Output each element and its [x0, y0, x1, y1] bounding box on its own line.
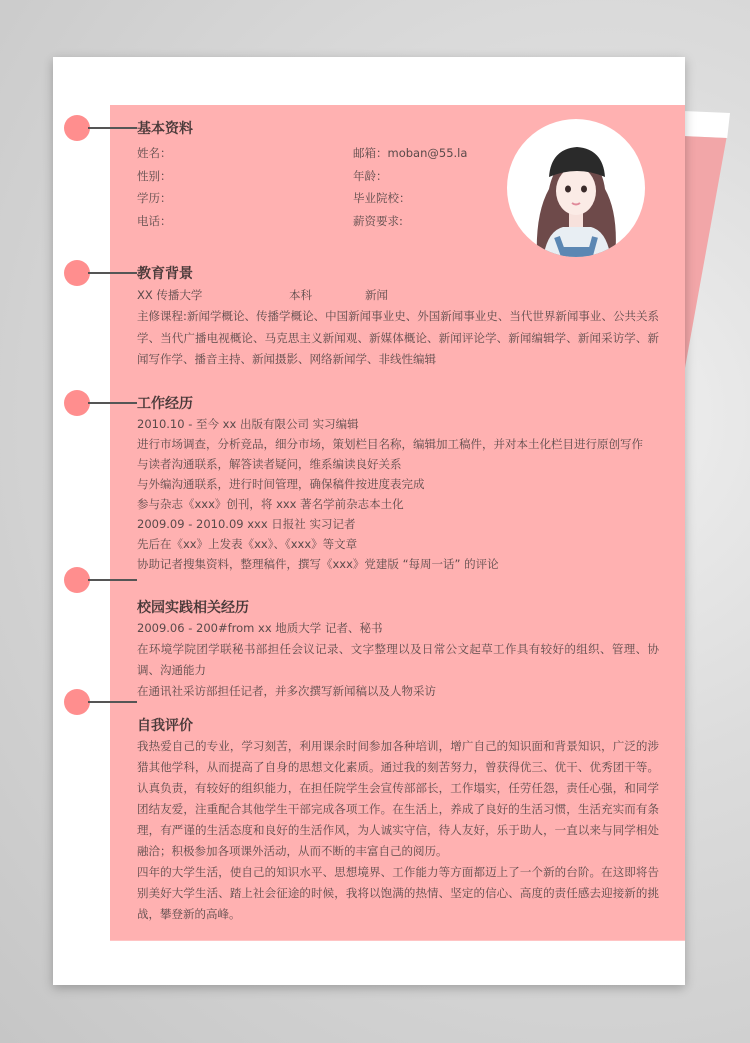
field-phone: 电话： [137, 213, 172, 228]
section-title: 教育背景 [137, 266, 193, 282]
work-line: 参与杂志《xxx》创刊，将 xxx 著名学前杂志本土化 [137, 497, 404, 511]
campus-desc: 在通讯社采访部担任记者，并多次撰写新闻稿以及人物采访 [137, 684, 436, 698]
section-work [137, 394, 643, 574]
section-campus [137, 598, 659, 702]
work-line: 2009.09 - 2010.09 xxx 日报社 实习记者 [137, 517, 356, 531]
campus-period: 2009.06 - 200#from xx 地质大学 记者、秘书 [137, 621, 383, 635]
work-line: 先后在《xx》上发表《xx》、《xxx》等文章 [137, 537, 358, 551]
work-line: 协助记者搜集资料，整理稿件，撰写《xxx》党建版 “每周一话” 的评论 [137, 557, 499, 571]
field-name: 姓名： [137, 146, 172, 160]
resume-sheet [53, 57, 685, 985]
edu-courses: 主修课程:新闻学概论、传播学概论、中国新闻事业史、外国新闻事业史、当代世界新闻事业、公共关系学、当代广播电视概论、马克思主义新闻观、新媒体概论、新闻评论学、新闻编辑学、新闻采访学、新闻写作学、播音主持、新闻摄影、网络新闻学、非线性编辑 [137, 309, 659, 366]
girl-illustration-icon [507, 119, 645, 257]
work-line: 与读者沟通联系，解答读者疑问，维系编读良好关系 [137, 457, 402, 471]
work-line: 进行市场调查，分析竞品，细分市场，策划栏目名称，编辑加工稿件，并对本土化栏目进行原创写作 [137, 437, 643, 451]
edu-degree: 本科 [289, 288, 312, 302]
section-title: 自我评价 [137, 718, 193, 734]
section-education [137, 264, 659, 371]
section-basic [137, 119, 497, 234]
work-line: 与外编沟通联系，进行时间管理，确保稿件按进度表完成 [137, 477, 425, 491]
edu-major: 新闻 [365, 288, 388, 302]
edu-school: XX 传播大学 [137, 288, 203, 302]
section-title: 工作经历 [137, 396, 193, 412]
section-self-evaluation [137, 716, 659, 925]
self-paragraph: 四年的大学生活，使自己的知识水平、思想境界、工作能力等方面都迈上了一个新的台阶。在这即将告别美好大学生活、踏上社会征途的时候，我将以饱满的热情、坚定的信心、高度的责任感去迎接新的挑战，攀登新的高峰。 [137, 865, 659, 921]
field-email: 邮箱：moban@55.la [353, 146, 468, 160]
section-title: 基本资料 [137, 121, 193, 137]
work-line: 2010.10 - 至今 xx 出版有限公司 实习编辑 [137, 417, 359, 431]
field-salary: 薪资要求: [353, 213, 403, 228]
field-school: 毕业院校： [353, 191, 411, 205]
section-title: 校园实践相关经历 [137, 600, 249, 616]
field-age: 年龄： [353, 168, 388, 183]
self-paragraph: 我热爱自己的专业，学习刻苦，利用课余时间参加各种培训，增广自己的知识面和背景知识，广泛的涉猎其他学科，从而提高了自身的思想文化素质。通过我的刻苦努力，曾获得优三、优干、优秀团干等。认真负责，有较好的组织能力，在担任院学生会宣传部部长，工作塌实，任劳任怨，责任心强，和同学团结友爱，注重配合其他学生干部完成各项工作。在生活上，养成了良好的生活习惯，生活充实而有条理，有严谨的生活态度和良好的生活作风，为人诚实守信，待人友好，乐于助人，一直以来与同学相处融洽；积极参加各项课外活动，从而不断的丰富自己的阅历。 [137, 739, 659, 858]
campus-desc: 在环境学院团学联秘书部担任会议记录、文字整理以及日常公文起草工作具有较好的组织、管理、协调、沟通能力 [137, 642, 659, 677]
field-gender: 性别： [137, 168, 172, 183]
avatar [507, 119, 645, 257]
field-education: 学历： [137, 191, 172, 205]
